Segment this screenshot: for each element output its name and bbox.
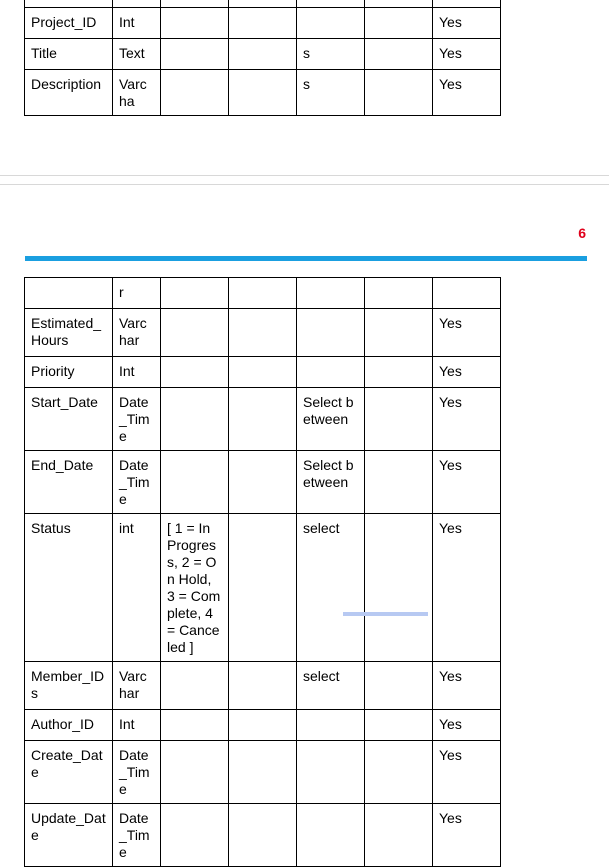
table-cell-type: Date_Time: [113, 741, 161, 804]
table-cell-c7: Yes: [433, 710, 501, 741]
table-cell-c3: [161, 710, 229, 741]
table-cell-c4: [229, 514, 297, 662]
table-cell-type: Int: [113, 710, 161, 741]
table-cell-type: Varchar: [113, 309, 161, 357]
table-cell-c5: [297, 741, 365, 804]
table-cell-c4: [229, 388, 297, 451]
table-cell-c7: Yes: [433, 357, 501, 388]
header-rule: [25, 256, 587, 261]
table-cell-c6: [365, 804, 433, 867]
table-cell-c3: [161, 741, 229, 804]
table-cell-c6: [365, 0, 433, 8]
table-cell-c4: [229, 278, 297, 309]
field-table-page-6: [24, 277, 501, 867]
table-cell-c5: select: [297, 514, 365, 662]
table-cell-c6: [365, 70, 433, 116]
table-cell-c3: [161, 8, 229, 39]
text-selection-highlight: [343, 612, 428, 616]
table-cell-c3: [161, 662, 229, 710]
table-row: [25, 388, 501, 451]
table-cell-c7: Yes: [433, 514, 501, 662]
table-cell-field: Start_Date: [25, 388, 113, 451]
table-cell-field: Title: [25, 39, 113, 70]
table-cell-c7: [433, 0, 501, 8]
table-cell-c5: [297, 710, 365, 741]
table-cell-c7: Yes: [433, 39, 501, 70]
table-cell-c3: [161, 278, 229, 309]
table-cell-type: Date_Time: [113, 451, 161, 514]
page-number: 6: [578, 225, 586, 241]
table-cell-c6: [365, 8, 433, 39]
table-cell-c3: [161, 39, 229, 70]
table-cell-c4: [229, 357, 297, 388]
table-cell-c6: [365, 710, 433, 741]
table-cell-field: Project_ID: [25, 8, 113, 39]
table-cell-c6: [365, 357, 433, 388]
table-cell-c3: [161, 451, 229, 514]
table-cell-field: [25, 278, 113, 309]
field-table-page-5: [24, 0, 501, 116]
table-cell-c6: [365, 451, 433, 514]
table-row: [25, 804, 501, 867]
table-cell-c6: [365, 39, 433, 70]
table-cell-type: r: [113, 278, 161, 309]
table-row: [25, 8, 501, 39]
table-cell-field: Priority: [25, 357, 113, 388]
table-cell-c6: [365, 662, 433, 710]
table-cell-c5: [297, 278, 365, 309]
table-cell-field: Description: [25, 70, 113, 116]
table-cell-c3: [161, 70, 229, 116]
table-cell-type: int: [113, 514, 161, 662]
table-cell-c5: s: [297, 70, 365, 116]
table-cell-c5: Select between: [297, 388, 365, 451]
table-cell-c4: [229, 0, 297, 8]
table-row: [25, 357, 501, 388]
table-row: [25, 0, 501, 8]
table-cell-c4: [229, 70, 297, 116]
table-cell-c6: [365, 388, 433, 451]
table-row: [25, 70, 501, 116]
table-cell-type: Date_Time: [113, 804, 161, 867]
table-cell-type: Text: [113, 39, 161, 70]
table-cell-type: Date_Time: [113, 388, 161, 451]
table-cell-c3: [161, 0, 229, 8]
table-cell-type: Int: [113, 8, 161, 39]
table-cell-c3: [161, 804, 229, 867]
table-cell-field: End_Date: [25, 451, 113, 514]
table-cell-c5: [297, 357, 365, 388]
table-cell-c5: [297, 0, 365, 8]
table-row: [25, 514, 501, 662]
table-cell-field: [25, 0, 113, 8]
table-row: [25, 278, 501, 309]
table-cell-c6: [365, 309, 433, 357]
table-cell-field: Update_Date: [25, 804, 113, 867]
table-cell-c7: Yes: [433, 741, 501, 804]
table-cell-type: Int: [113, 357, 161, 388]
table-row: [25, 710, 501, 741]
table-cell-c4: [229, 710, 297, 741]
table-cell-c7: Yes: [433, 804, 501, 867]
table-cell-field: Status: [25, 514, 113, 662]
table-cell-c7: Yes: [433, 451, 501, 514]
table-cell-type: [113, 0, 161, 8]
table-cell-c4: [229, 39, 297, 70]
table-cell-c6: [365, 514, 433, 662]
table-row: [25, 662, 501, 710]
table-row: [25, 451, 501, 514]
table-row: [25, 309, 501, 357]
table-cell-type: Varchar: [113, 662, 161, 710]
table-cell-c5: [297, 8, 365, 39]
table-cell-c3: [161, 388, 229, 451]
table-cell-c7: Yes: [433, 662, 501, 710]
table-cell-field: Estimated_Hours: [25, 309, 113, 357]
table-cell-c4: [229, 662, 297, 710]
table-cell-c7: Yes: [433, 8, 501, 39]
table-cell-c4: [229, 804, 297, 867]
table-row: [25, 741, 501, 804]
table-cell-c6: [365, 278, 433, 309]
table-cell-c3: [ 1 = In Progress, 2 = On Hold, 3 = Complete, 4 = Canceled ]: [161, 514, 229, 662]
page-break: [0, 175, 609, 185]
table-cell-type: Varcha: [113, 70, 161, 116]
table-cell-c7: Yes: [433, 388, 501, 451]
table-cell-c5: [297, 804, 365, 867]
table-cell-c7: [433, 278, 501, 309]
table-cell-c5: Select between: [297, 451, 365, 514]
table-cell-c4: [229, 741, 297, 804]
table-cell-field: Create_Date: [25, 741, 113, 804]
table-cell-c3: [161, 309, 229, 357]
table-cell-c4: [229, 309, 297, 357]
table-cell-field: Author_ID: [25, 710, 113, 741]
table-cell-c4: [229, 8, 297, 39]
table-cell-c5: [297, 309, 365, 357]
table-cell-c7: Yes: [433, 309, 501, 357]
table-cell-c5: select: [297, 662, 365, 710]
table-cell-c3: [161, 357, 229, 388]
table-cell-field: Member_IDs: [25, 662, 113, 710]
table-cell-c5: s: [297, 39, 365, 70]
table-cell-c7: Yes: [433, 70, 501, 116]
table-row: [25, 39, 501, 70]
table-cell-c6: [365, 741, 433, 804]
table-cell-c4: [229, 451, 297, 514]
